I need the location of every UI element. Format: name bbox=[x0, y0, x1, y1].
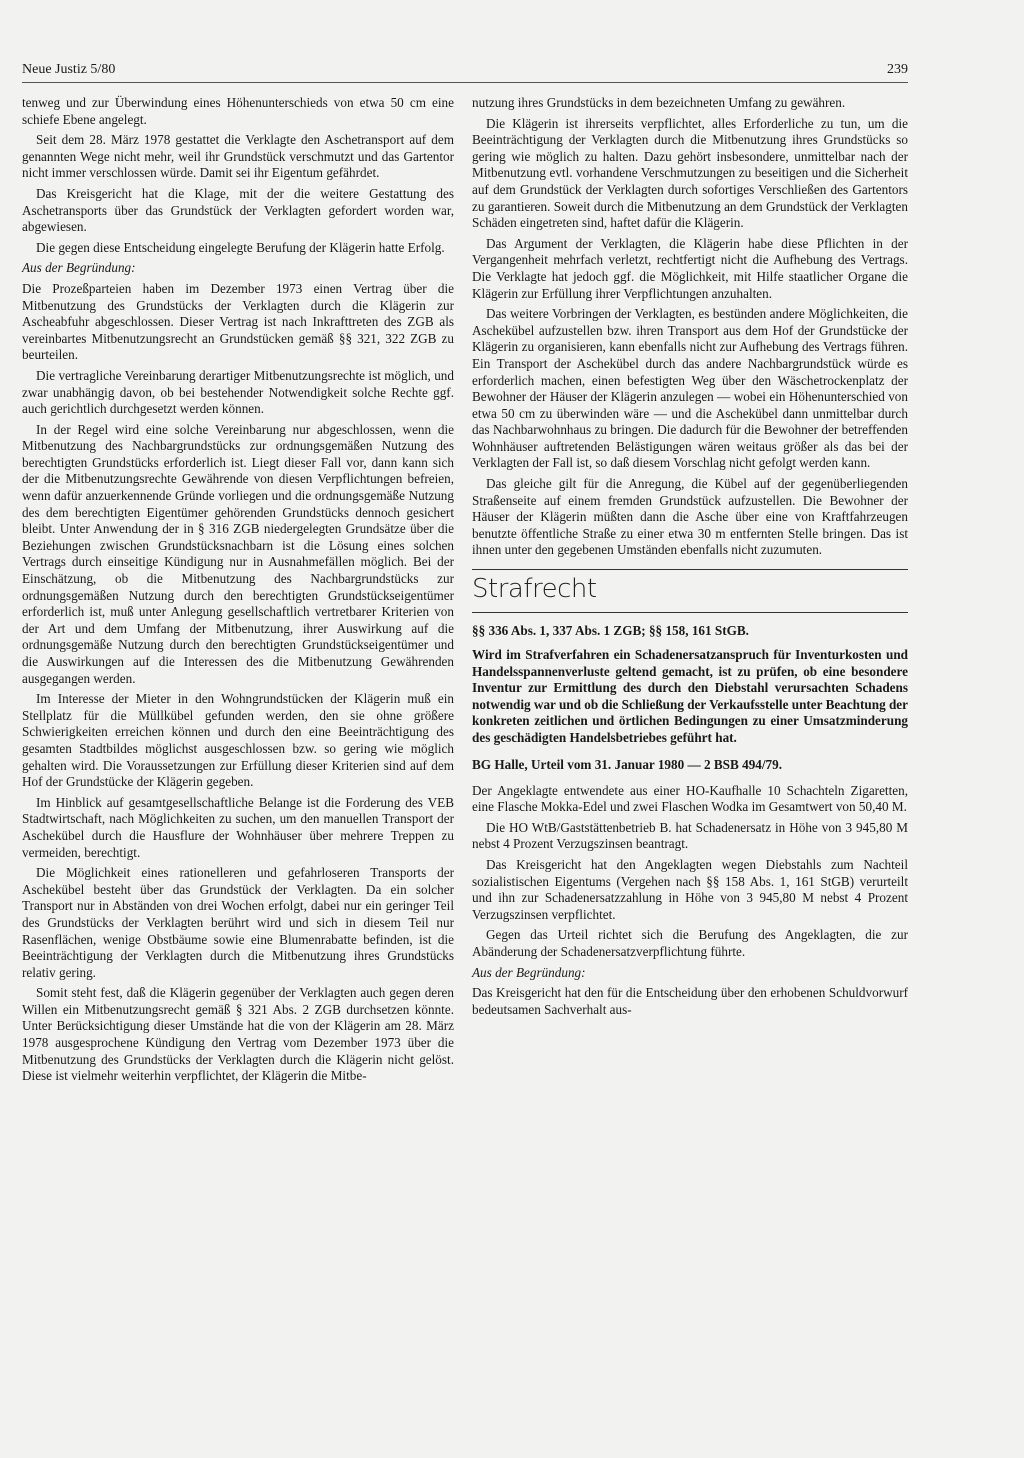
legal-citation: §§ 336 Abs. 1, 337 Abs. 1 ZGB; §§ 158, 161 StGB. bbox=[472, 623, 749, 639]
paragraph: Die Klägerin ist ihrerseits verpflichtet, alles Erforderliche zu tun, um die Beeinträchtigung der Verklagten durch die Mitbenutzung ihres Grundstücks so gering wie möglich zu halten. Dazu gehört insbesondere, unmittelbar nach der Mitbenutzung evtl. vorhandene Verschmutzungen zu beseitigen und die Sicherheit auf dem Grundstück der Verklagten durch sofortiges Verschließen des Gartentors zu garantieren. Soweit durch die Mitbenutzung an dem Grundstück der Verklagten Schäden eingetreten sind, haftet dafür die Klägerin. bbox=[472, 115, 908, 231]
paragraph: Das Argument der Verklagten, die Klägerin habe diese Pflichten in der Vergangenheit mehrfach verletzt, rechtfertigt nicht die Aufhebung des Vertrags. Die Verklagte hat jedoch ggf. die Möglichkeit, mit Hilfe staatlicher Organe die Klägerin zur Erfüllung ihrer Verpflichtungen anzuhalten. bbox=[472, 235, 908, 301]
right-paragraphs-3 bbox=[472, 985, 908, 1018]
paragraph: Im Interesse der Mieter in den Wohngrundstücken der Klägerin muß ein Stellplatz für die Müllkübel gefunden werden, den sie ohne größere Schwierigkeiten erreichen können und durch den eine Beeinträchtigung des gesamten Stadtbildes möglichst ausgeschlossen bzw. so gering wie möglich gehalten wird. Die Voraussetzungen zur Erfüllung dieser Kriterien sind auf dem Hof der Grundstücke der Klägerin gegeben. bbox=[22, 691, 454, 790]
paragraph: Das weitere Vorbringen der Verklagten, es bestünden andere Möglichkeiten, die Aschekübel aufzustellen bzw. ihren Transport aus dem Hof der Grundstücke der Klägerin zu organisieren, kann ebenfalls nicht zur Aufhebung des Vertrags führen. Ein Transport der Aschekübel durch das andere Nachbargrundstück würde es erforderlich machen, einen befestigten Weg über den Wäschetrockenplatz der Bewohner der Häuser der Klägerin anzulegen — wobei ein Höhenunterschied von etwa 50 cm zu überwinden wäre — und die Aschekübel dann unmittelbar durch das Nachbarwohnhaus zu bringen. Die dadurch für die Bewohner der betreffenden Wohnhäuser auftretenden Belästigungen wären weitaus größer als das bei der Verklagten der Fall ist, so daß diesem Vorschlag nicht gefolgt werden kann. bbox=[472, 306, 908, 471]
paragraph: In der Regel wird eine solche Vereinbarung nur abgeschlossen, wenn die Mitbenutzung des Nachbargrundstücks zur ordnungsgemäßen Nutzung des berechtigten Grundstücks erforderlich ist. Liegt dieser Fall vor, dann kann sich der die Mitbenutzungsrechte Gewährende von diesen Verpflichtungen befreien, wenn dafür anzuerkennende Gründe vorliegen und die ordnungsgemäße Nutzung des dem berechtigten Eigentümer gehörenden Grundstücks dennoch gesichert bleibt. Unter Anwendung der in § 316 ZGB niedergelegten Grundsätze über die Beziehungen zwischen Grundstücksnachbarn ist die Lösung eines solchen Vertrags durch einseitige Kündigung nur in Ausnahmefällen möglich. Bei der Einschätzung, ob die Mitbenutzung des Nachbargrundstücks zur ordnungsgemäßen Nutzung durch den berechtigten Grundstückseigentümer erforderlich ist, muß unter Anlegung gesellschaftlich vertretbarer Kriterien von der Art und dem Umfang der Mitbenutzung, ihrer Auswirkung auf die ordnungsgemäße Nutzung durch den berechtigten Grundstückseigentümer und die Auswirkungen auf die Interessen des die Mitbenutzung Gewährenden ausgegangen werden. bbox=[22, 421, 454, 686]
section-rule-bottom bbox=[472, 612, 908, 613]
paragraph: Somit steht fest, daß die Klägerin gegenüber der Verklagten auch gegen deren Willen ein Mitbenutzungsrecht gemäß § 321 Abs. 2 ZGB durchsetzen könnte. Unter Berücksichtigung dieser Umstände hat die von der Klägerin am 28. März 1978 ausgesprochene Kündigung den Vertrag vom Dezember 1973 über die Mitbenutzung des Grundstücks der Verklagten durch die Klägerin nicht gelöst. Diese ist vielmehr weiterhin verpflichtet, der Klägerin die Mitbe- bbox=[22, 985, 454, 1084]
court-reference: BG Halle, Urteil vom 31. Januar 1980 — 2 BSB 494/79. bbox=[472, 756, 783, 772]
section-title: Strafrecht bbox=[472, 574, 597, 605]
paragraph: Im Hinblick auf gesamtgesellschaftliche Belange ist die Forderung des VEB Stadtwirtschaft, nach Möglichkeiten zu suchen, um den manuellen Transport der Aschekübel durch die Hausflure der Wohnhäuser über mehrere Treppen zu vermeiden, berechtigt. bbox=[22, 794, 454, 860]
left-paragraphs-1 bbox=[22, 95, 454, 256]
paragraph: Die vertragliche Vereinbarung derartiger Mitbenutzungsrechte ist möglich, und zwar unabhängig davon, ob bei bestehender Notwendigkeit solche Rechte ggf. auch gerichtlich durchgesetzt werden können. bbox=[22, 367, 454, 417]
headnote: Wird im Strafverfahren ein Schadenersatzanspruch für Inventurkosten und Handelsspannenverluste geltend gemacht, ist zu prüfen, ob eine besondere Inventur zur Ermittlung des durch den Diebstahl verursachten Schadens notwendig war und ob die Schließung der Verkaufsstelle unter Beachtung der konkreten zeitlichen und örtlichen Bedingungen zu einer Umsatzminderung des geschädigten Handelsbetriebes geführt hat. bbox=[472, 647, 908, 745]
right-column bbox=[472, 95, 908, 1022]
paragraph: Das gleiche gilt für die Anregung, die Kübel auf der gegenüberliegenden Straßenseite auf einem fremden Grundstück aufzustellen. Die Bewohner der Häuser der Klägerin müßten dann die Asche über eine von Kraftfahrzeugen benutzte öffentliche Straße zu einer etwa 30 m entfernten Stelle bringen. Das ist ihnen unter den gegebenen Umständen ebenfalls nicht zuzumuten. bbox=[472, 476, 908, 558]
paragraph: Gegen das Urteil richtet sich die Berufung des Angeklagten, die zur Abänderung der Schadenersatzverpflichtung führte. bbox=[472, 927, 908, 959]
paragraph: Seit dem 28. März 1978 gestattet die Verklagte den Aschetransport auf dem genannten Wege nicht mehr, weil ihr Grundstück verschmutzt und das Gartentor nicht immer verschlossen würde. Damit sei ihr Eigentum gefährdet. bbox=[22, 132, 454, 181]
right-subheading: Aus der Begründung: bbox=[472, 964, 586, 980]
paragraph: Das Kreisgericht hat den für die Entscheidung über den erhobenen Schuldvorwurf bedeutsamen Sachverhalt aus- bbox=[472, 985, 908, 1017]
page-number: 239 bbox=[887, 62, 908, 77]
page-header bbox=[22, 60, 908, 83]
left-subheading: Aus der Begründung: bbox=[22, 260, 136, 276]
paragraph: Der Angeklagte entwendete aus einer HO-Kaufhalle 10 Schachteln Zigaretten, eine Flasche Mokka-Edel und zwei Flaschen Wodka im Gesamtwert von 50,40 M. bbox=[472, 782, 908, 815]
paragraph: Die Prozeßparteien haben im Dezember 1973 einen Vertrag über die Mitbenutzung des Grundstücks der Verklagten durch die Klägerin zur Ascheabfuhr abgeschlossen. Dieser Vertrag ist nach Inkrafttreten des ZGB als vereinbartes Mitbenutzungsrecht an Grundstücken gemäß §§ 321, 322 ZGB zu beurteilen. bbox=[22, 280, 454, 363]
journal-title: Neue Justiz 5/80 bbox=[22, 62, 116, 77]
paragraph: Die Möglichkeit eines rationelleren und gefahrloseren Transports der Aschekübel besteht über das Grundstück der Verklagten. Da ein solcher Transport nur in Abständen von drei Wochen erfolgt, dabei nur ein geringer Teil des Grundstücks der Verklagten berührt wird und sich in diesem Teil nur Rasenflächen, wenige Obstbäume sowie eine Blumenrabatte befinden, ist die Beeinträchtigung der Verklagten durch die Mitbenutzung ihres Grundstücks relativ gering. bbox=[22, 865, 454, 980]
paragraph: Das Kreisgericht hat den Angeklagten wegen Diebstahls zum Nachteil sozialistischen Eigentums (Vergehen nach §§ 158 Abs. 1, 161 StGB) verurteilt und ihn zur Schadenersatzzahlung in Höhe von 3 945,80 M nebst 4 Prozent Verzugszinsen verpflichtet. bbox=[472, 856, 908, 922]
paragraph: nutzung ihres Grundstücks in dem bezeichneten Umfang zu gewähren. bbox=[472, 95, 846, 110]
paragraph: Die gegen diese Entscheidung eingelegte Berufung der Klägerin hatte Erfolg. bbox=[36, 239, 445, 255]
left-paragraphs-2 bbox=[22, 281, 454, 1085]
paragraph: tenweg und zur Überwindung eines Höhenunterschieds von etwa 50 cm eine schiefe Ebene angelegt. bbox=[22, 95, 454, 127]
left-column bbox=[22, 95, 454, 1089]
right-paragraphs-2 bbox=[472, 783, 908, 961]
right-paragraphs-1 bbox=[472, 95, 908, 559]
paragraph: Die HO WtB/Gaststättenbetrieb B. hat Schadenersatz in Höhe von 3 945,80 M nebst 4 Prozent Verzugszinsen beantragt. bbox=[472, 819, 908, 852]
paragraph: Das Kreisgericht hat die Klage, mit der die weitere Gestattung des Aschetransports über das Grundstück der Verklagten gefordert worden war, abgewiesen. bbox=[22, 185, 454, 235]
section-rule-top bbox=[472, 569, 908, 570]
